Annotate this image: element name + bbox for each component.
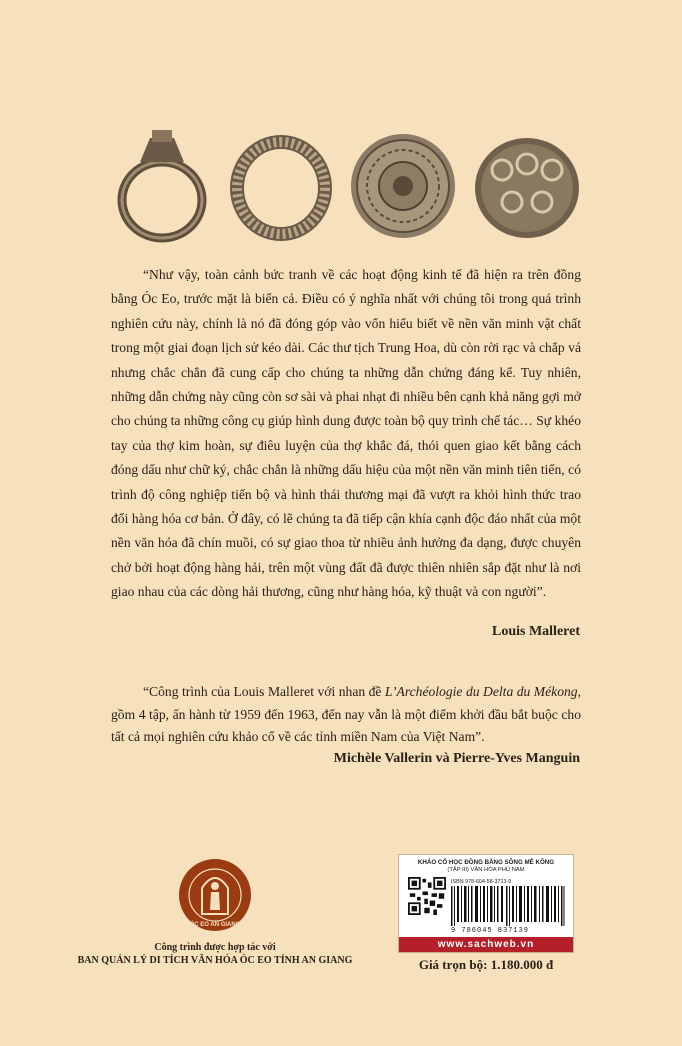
artifact-photos (110, 128, 580, 244)
barcode-icon (451, 886, 565, 926)
isbn-text: ISBN 978-604-58-3713-9 (451, 879, 512, 885)
logo-text: ÓC EO AN GIANG (189, 922, 241, 928)
band-ring-icon (228, 128, 334, 244)
credit-line-1: Công trình được hợp tác với (154, 942, 276, 953)
barcode-box (398, 854, 574, 953)
quote-vallerin-manguin-author: Michèle Vallerin và Pierre-Yves Manguin (333, 751, 580, 766)
oc-eo-logo (178, 858, 252, 932)
ring-icon (110, 128, 216, 244)
book-title: L’Archéologie du Delta du Mékong (384, 684, 578, 699)
quote-malleret: “Như vậy, toàn cảnh bức tranh về các hoạt động kinh tế đã hiện ra trên đồng bằng Óc Eo, trước mặt là biển cả. Điều có ý nghĩa nhất với chúng tôi trong quá trình nghiên cứu này, chính là nó đã đóng góp vào vốn hiểu biết về nền văn minh vật chất trong một giai đoạn lịch sử kéo dài. Các thư tịch Trung Hoa, dù còn rời rạc và chắp vá nhưng chắc chắn đã cung cấp cho chúng ta những dẫn chứng đáng kể. Tuy nhiên, những dẫn chứng này cũng còn sơ sài và phai nhạt đi nhiều bên cạnh khả năng gợi mở cho chúng ta những công cụ giúp hình dung được toàn bộ quy trình chế tác… Sự khéo tay của thợ kim hoàn, sự điêu luyện của thợ khắc đá, thói quen giao kết bằng cách đóng dấu như chữ ký, chắc chắn là những dấu hiệu của một nền văn minh tiên tiến, có trình độ công nghiệp tiến bộ và hình thái thương mại đã vượt ra khỏi hình thức trao đổi hàng hóa cơ bản. Ở đây, có lẽ chúng ta đã tiếp cận khía cạnh độc đáo nhất của một nền văn hóa đã chín muồi, có sự giao thoa từ nhiều ảnh hưởng đa dạng, được chuyên chở bởi hoạt động hàng hải, trên một vùng đất đã được thiên nhiên sắp đặt như là nơi giao nhau của các dòng hải thương, cũng như hàng hóa, kỹ thuật và con người”. (111, 267, 581, 600)
barcode-book-subtitle: (TẬP III) VĂN HÓA PHÙ NAM (447, 867, 525, 873)
price-label: Giá trọn bộ: 1.180.000 đ (418, 957, 554, 972)
quote-text-after: , gồm 4 tập, ấn hành từ 1959 đến 1963, đến nay vẫn là một điểm khởi đầu bắt buộc cho tất cả mọi nghiên cứu khảo cổ về các tỉnh miền Nam của Việt Nam”. (111, 684, 581, 744)
quote-text-before: “Công trình của Louis Malleret với nhan đề (143, 684, 385, 699)
barcode-digits: 9 786045 837139 (451, 927, 530, 935)
credit-line-2: BAN QUẢN LÝ DI TÍCH VĂN HÓA ÓC EO TỈNH AN GIANG (77, 955, 353, 966)
seal-disc-icon (348, 128, 458, 244)
qr-code-icon (408, 877, 446, 915)
website-banner[interactable]: www.sachweb.vn (399, 937, 573, 952)
quote-vallerin-manguin (111, 681, 581, 749)
gold-bead-icon (472, 128, 582, 244)
barcode-book-title: KHẢO CỔ HỌC ĐỒNG BẰNG SÔNG MÊ KÔNG (417, 859, 555, 866)
quote-malleret-author: Louis Malleret (491, 624, 580, 639)
